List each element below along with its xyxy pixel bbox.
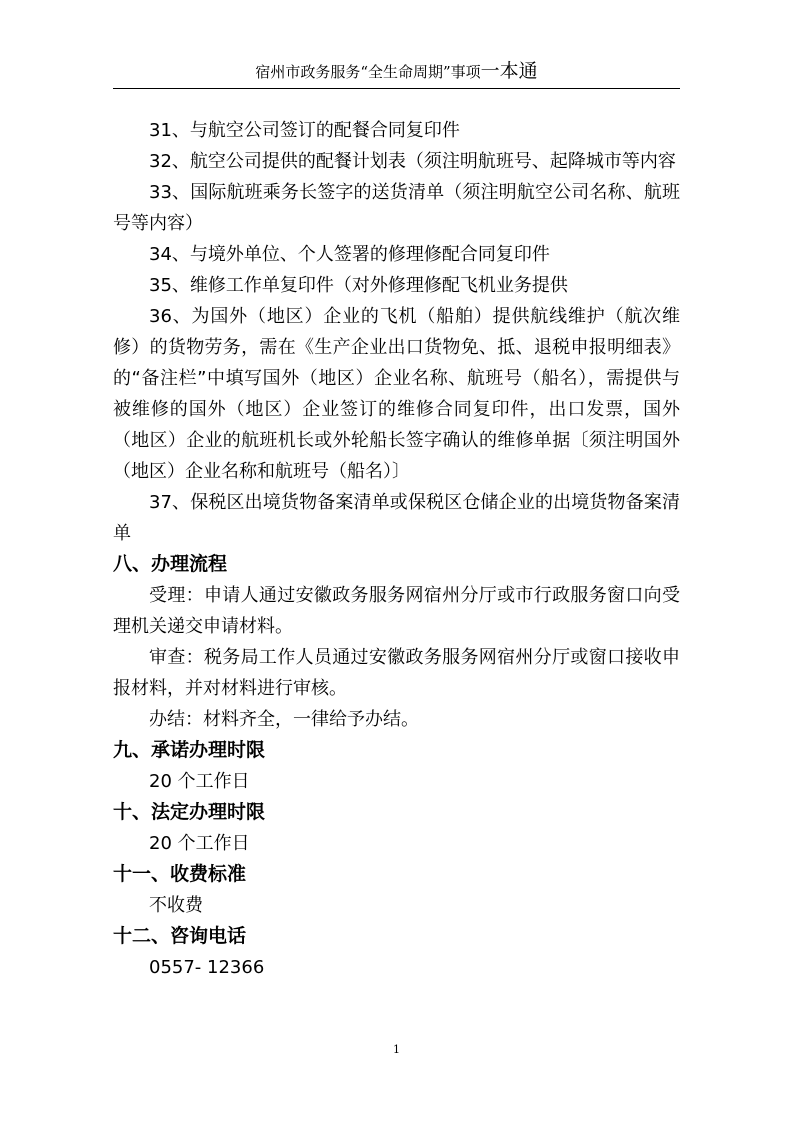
process-step-accept: 受理：申请人通过安徽政务服务网宿州分厅或市行政服务窗口向受理机关递交申请材料。 [113,585,680,637]
legal-time-value: 20 个工作日 [149,833,250,854]
page-header [0,60,793,83]
material-item-36: 36、为国外（地区）企业的飞机（船舶）提供航线维护（航次维修）的货物劳务，需在《生产企业出口货物免、抵、退税申报明细表》的“备注栏”中填写国外（地区）企业名称、航班号（船名），需提供与被维修的国外（地区）企业签订的维修合同复印件，出口发票，国外（地区）企业的航班机长或外轮船长签字确认的维修单据〔须注明国外（地区）企业名称和航班号（船名）〕 [113,306,680,482]
section-heading-fees: 十一、收费标准 [113,863,247,885]
process-step-complete: 办结：材料齐全，一律给予办结。 [149,709,419,730]
section-heading-legal-time: 十、法定办理时限 [113,801,266,823]
header-divider [113,88,680,89]
material-item-35: 35、维修工作单复印件（对外修理修配飞机业务提供 [149,275,568,296]
section-heading-process: 八、办理流程 [113,553,228,575]
fees-value: 不收费 [149,895,203,916]
header-title-small: 宿州市政务服务“全生命周期”事项 [255,63,481,81]
promised-time-value: 20 个工作日 [149,771,250,792]
material-item-32: 32、航空公司提供的配餐计划表（须注明航班号、起降城市等内容 [149,151,676,172]
phone-value: 0557- 12366 [149,957,265,978]
section-heading-phone: 十二、咨询电话 [113,925,247,947]
page-number: 1 [393,1043,400,1056]
material-item-37: 37、保税区出境货物备案清单或保税区仓储企业的出境货物备案清单 [113,492,680,544]
header-title-large: 一本通 [480,60,538,82]
material-item-33: 33、国际航班乘务长签字的送货清单（须注明航空公司名称、航班号等内容） [113,182,680,234]
material-item-31: 31、与航空公司签订的配餐合同复印件 [149,120,460,141]
section-heading-promised-time: 九、承诺办理时限 [113,739,266,761]
material-item-34: 34、与境外单位、个人签署的修理修配合同复印件 [149,244,550,265]
process-step-review: 审查：税务局工作人员通过安徽政务服务网宿州分厅或窗口接收申报材料，并对材料进行审核。 [113,647,680,699]
document-body [113,115,680,983]
